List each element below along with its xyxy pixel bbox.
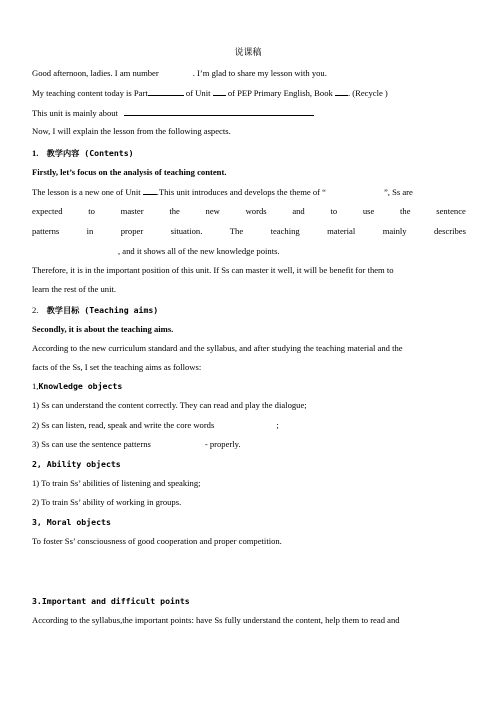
section3-text: According to the syllabus,the important points: have Ss fully understand the content, help them to read and [32,615,400,625]
section1-number: 1. [32,148,39,158]
line3-word: mainly [382,226,407,236]
lesson-unit-blank [143,186,157,195]
line2-word: to [330,206,338,216]
section1-line1 [32,186,413,198]
line2-word: the [169,206,180,216]
line2-word: master [120,206,144,216]
line3-word: proper [120,226,144,236]
section2-number: 2. [32,305,39,315]
unit-blank [213,87,226,96]
line3-word: describes [433,226,466,236]
greeting-text-a: Good afternoon, ladies. I am number [32,68,159,78]
section1-line1-a: The lesson is a new one of Unit [32,187,141,197]
teaching-text-c: of PEP Primary English, Book [227,88,333,98]
section2-lead: Secondly, it is about the teaching aims. [32,324,174,334]
section2-para1: According to the new curriculum standard and the syllabus, and after studying the teaching material and the [32,343,403,353]
teaching-text-b: of Unit [185,88,211,98]
section1-line4: , and it shows all of the new knowledge points. [118,246,280,256]
knowledge-heading [32,381,122,392]
section1-line1-b: .This unit introduces and develops the theme of “ [156,187,326,197]
part-blank [148,87,184,96]
unit-about-text: This unit is mainly about [32,108,118,118]
section2-heading-text: 教学目标 (Teaching aims) [46,305,159,315]
line2-word: the [400,206,411,216]
moral-text: To foster Ss’ consciousness of good cooperation and proper competition. [32,536,282,546]
knowledge-heading-text: Knowledge objects [38,381,123,391]
section1-line2 [32,206,466,217]
knowledge-item-3-text: 3) Ss can use the sentence patterns [32,439,151,449]
line2-word: expected [32,206,63,216]
line2-word: new [205,206,220,216]
knowledge-item-3-end: - properly. [204,439,241,449]
section1-heading-text: 教学内容 (Contents) [46,148,134,158]
section1-line1-c: ”, Ss are [383,187,413,197]
line3-word: teaching [270,226,300,236]
ability-heading: 2, Ability objects [32,459,121,469]
section1-line6: learn the rest of the unit. [32,284,116,294]
knowledge-item-3 [32,439,241,450]
document-title: 说课稿 [234,47,262,57]
unit-about-line [32,107,314,119]
knowledge-item-2-end: ; [276,420,279,430]
knowledge-number: 1, [32,381,39,391]
section1-lead: Firstly, let’s focus on the analysis of teaching content. [32,167,227,177]
greeting-text-b: . I’m glad to share my lesson with you. [192,68,327,78]
line3-word: The [229,226,244,236]
line3-word: material [327,226,356,236]
section1-line5: Therefore, it is in the important position of this unit. If Ss can master it well, it will be benefit for them to [32,265,394,275]
line3-word: situation. [170,226,203,236]
greeting-line [32,68,327,79]
knowledge-item-2-text: 2) Ss can listen, read, speak and write the core words [32,420,215,430]
ability-item-2: 2) To train Ss’ ability of working in groups. [32,497,182,507]
section2-heading [32,305,158,316]
teaching-text-d: . (Recycle ) [347,88,388,98]
section3-heading: 3.Important and difficult points [32,596,190,606]
line3-word: patterns [32,226,60,236]
teaching-content-line [32,87,388,99]
line2-word: and [292,206,305,216]
line2-word: use [362,206,375,216]
book-blank [335,87,348,96]
knowledge-item-1: 1) Ss can understand the content correctly. They can read and play the dialogue; [32,400,307,410]
line3-word: in [86,226,94,236]
aspects-line: Now, I will explain the lesson from the following aspects. [32,126,231,136]
section1-heading [32,148,134,159]
unit-about-blank [124,107,314,116]
line2-word: to [88,206,95,216]
section2-para2: facts of the Ss, I set the teaching aims as follows: [32,362,202,372]
knowledge-item-2 [32,420,279,431]
teaching-text-a: My teaching content today is Part [32,88,148,98]
section1-line3 [32,226,466,237]
line2-word: words [245,206,267,216]
ability-item-1: 1) To train Ss’ abilities of listening and speaking; [32,478,201,488]
moral-heading: 3, Moral objects [32,517,111,527]
line2-word: sentence [436,206,466,216]
